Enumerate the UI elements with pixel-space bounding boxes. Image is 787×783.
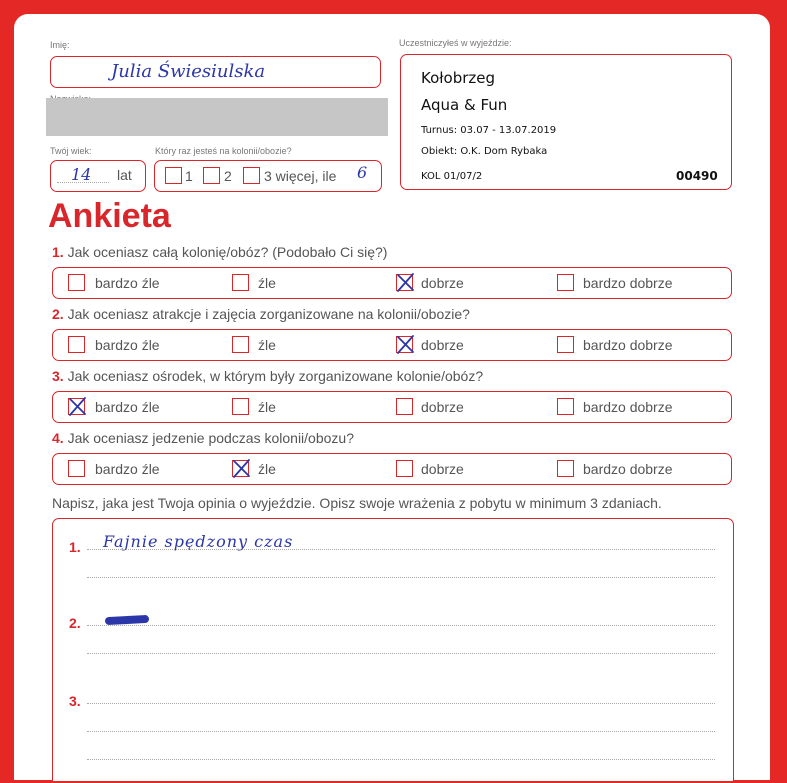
answer-checkbox[interactable] xyxy=(232,398,249,415)
opinion-prompt: Napisz, jaka jest Twoja opinia o wyjeździe. Opisz swoje wrażenia z pobytu w minimum 3 zdaniach. xyxy=(52,495,662,511)
answer-checkbox[interactable] xyxy=(68,398,85,415)
opinion-box[interactable] xyxy=(52,518,734,781)
times-option-3: 3 więcej, ile xyxy=(264,168,337,184)
writing-line xyxy=(87,549,715,550)
trip-code: KOL 01/07/2 xyxy=(421,171,483,182)
writing-line xyxy=(87,577,715,578)
age-unit: lat xyxy=(117,167,132,183)
answer-option-label: dobrze xyxy=(421,399,464,415)
times-count: 6 xyxy=(357,163,368,182)
answer-checkbox[interactable] xyxy=(232,274,249,291)
question-text xyxy=(52,306,470,322)
trip-city: Kołobrzeg xyxy=(421,69,496,87)
question-text xyxy=(52,430,354,446)
x-mark-icon xyxy=(395,272,416,293)
opinion-label-1: 1. xyxy=(69,539,81,555)
question-label: Jak oceniasz całą kolonię/obóz? (Podobało Ci się?) xyxy=(67,244,388,260)
answer-option-label: źle xyxy=(258,275,276,291)
name-value: Julia Świesiulska xyxy=(111,61,266,82)
opinion-answer-1: Fajnie spędzony czas xyxy=(103,532,294,551)
writing-line xyxy=(87,653,715,654)
question-number: 4. xyxy=(52,430,64,446)
writing-line xyxy=(87,731,715,732)
scribbled-out-text xyxy=(105,615,149,625)
times-label: Który raz jesteś na kolonii/obozie? xyxy=(155,146,292,156)
answer-option-label: źle xyxy=(258,337,276,353)
trip-number: 00490 xyxy=(676,169,718,183)
answer-option-label: bardzo źle xyxy=(95,275,160,291)
times-field xyxy=(154,160,382,192)
question-label: Jak oceniasz ośrodek, w którym były zorganizowane kolonie/obóz? xyxy=(67,368,484,384)
x-mark-icon xyxy=(395,334,416,355)
trip-label: Uczestniczyłeś w wyjeździe: xyxy=(399,38,512,48)
answer-checkbox[interactable] xyxy=(557,460,574,477)
times-checkbox-3[interactable] xyxy=(243,167,260,184)
answer-option-label: dobrze xyxy=(421,337,464,353)
answer-option-label: bardzo źle xyxy=(95,337,160,353)
question-text xyxy=(52,368,483,384)
age-label: Twój wiek: xyxy=(50,146,92,156)
opinion-label-3: 3. xyxy=(69,693,81,709)
answer-checkbox[interactable] xyxy=(68,336,85,353)
name-field[interactable] xyxy=(50,56,381,88)
answer-checkbox[interactable] xyxy=(232,460,249,477)
answer-option-label: bardzo dobrze xyxy=(583,461,673,477)
answer-checkbox[interactable] xyxy=(396,460,413,477)
answer-checkbox[interactable] xyxy=(68,274,85,291)
answer-checkbox[interactable] xyxy=(557,336,574,353)
answer-option-label: bardzo dobrze xyxy=(583,399,673,415)
age-dots xyxy=(57,182,109,183)
answer-checkbox[interactable] xyxy=(68,460,85,477)
answer-option-label: bardzo dobrze xyxy=(583,337,673,353)
answer-checkbox[interactable] xyxy=(557,398,574,415)
x-mark-icon xyxy=(67,396,88,417)
question-label: Jak oceniasz jedzenie podczas kolonii/obozu? xyxy=(67,430,354,446)
opinion-label-2: 2. xyxy=(69,615,81,631)
times-checkbox-1[interactable] xyxy=(165,167,182,184)
question-number: 3. xyxy=(52,368,64,384)
answer-checkbox[interactable] xyxy=(232,336,249,353)
writing-line xyxy=(87,703,715,704)
redacted-surname xyxy=(46,98,388,136)
trip-obiekt: Obiekt: O.K. Dom Rybaka xyxy=(421,146,548,157)
times-option-1: 1 xyxy=(185,168,193,184)
question-text xyxy=(52,244,387,260)
answer-checkbox[interactable] xyxy=(396,336,413,353)
answer-option-label: bardzo dobrze xyxy=(583,275,673,291)
answer-checkbox[interactable] xyxy=(396,398,413,415)
answer-option-label: bardzo źle xyxy=(95,461,160,477)
page-title: Ankieta xyxy=(48,197,171,235)
trip-name: Aqua & Fun xyxy=(421,96,508,114)
question-label: Jak oceniasz atrakcje i zajęcia zorganizowane na kolonii/obozie? xyxy=(67,306,470,322)
answer-option-label: bardzo źle xyxy=(95,399,160,415)
answer-checkbox[interactable] xyxy=(557,274,574,291)
question-number: 2. xyxy=(52,306,64,322)
name-label: Imię: xyxy=(50,40,70,50)
answer-option-label: dobrze xyxy=(421,461,464,477)
answer-option-label: źle xyxy=(258,399,276,415)
times-checkbox-2[interactable] xyxy=(203,167,220,184)
trip-turnus: Turnus: 03.07 - 13.07.2019 xyxy=(421,125,557,136)
times-option-2: 2 xyxy=(224,168,232,184)
answer-option-label: źle xyxy=(258,461,276,477)
age-value: 14 xyxy=(71,165,92,184)
age-field[interactable] xyxy=(50,160,146,192)
answer-checkbox[interactable] xyxy=(396,274,413,291)
writing-line xyxy=(87,625,715,626)
writing-line xyxy=(87,759,715,760)
answer-option-label: dobrze xyxy=(421,275,464,291)
x-mark-icon xyxy=(231,458,252,479)
question-number: 1. xyxy=(52,244,64,260)
trip-info-box xyxy=(400,54,732,190)
